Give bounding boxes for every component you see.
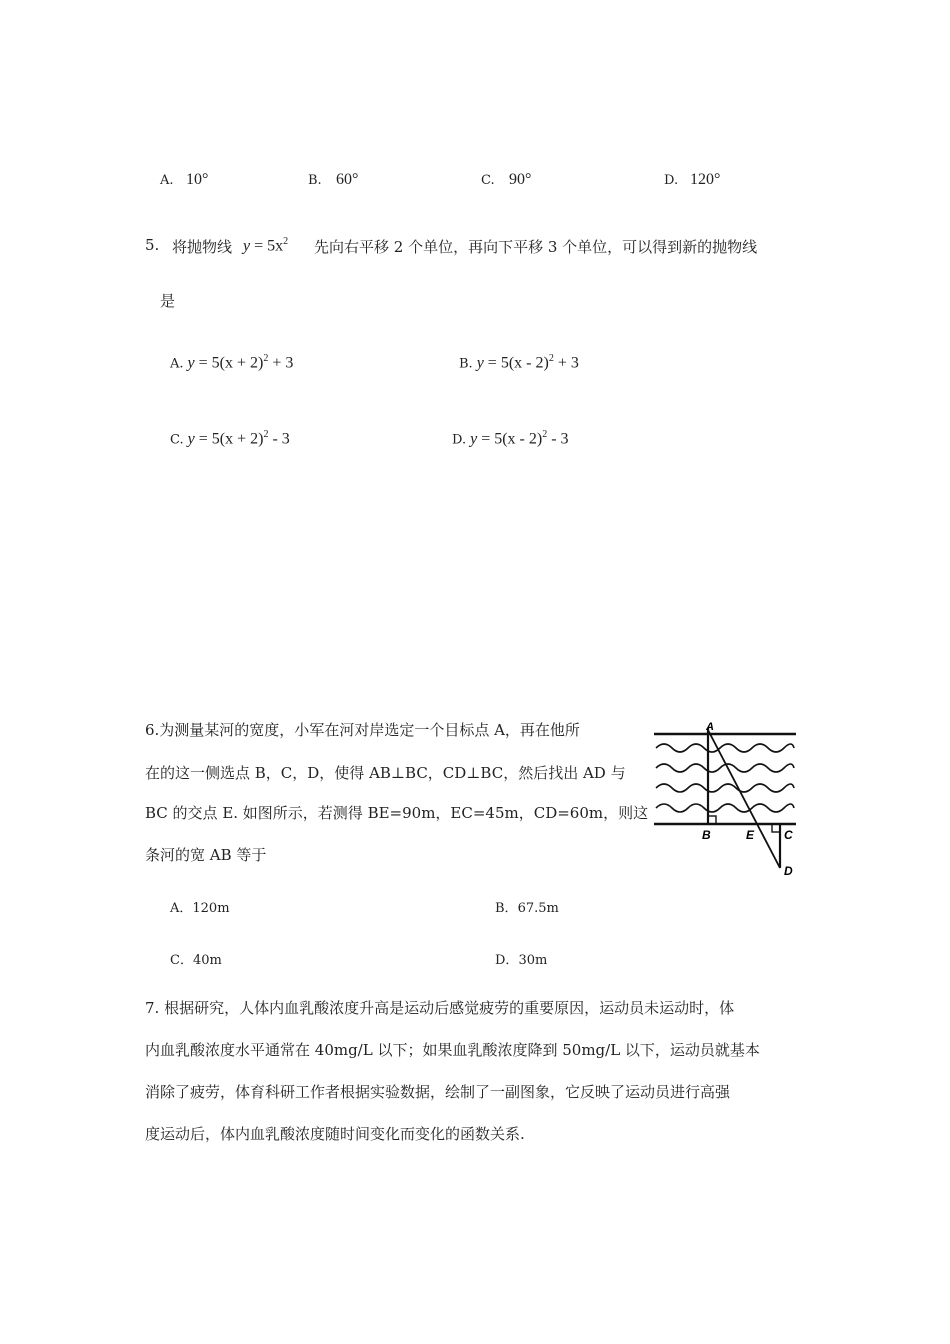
q5-option-c-label: C.	[170, 432, 184, 448]
q4-option-d-value: 120°	[690, 171, 721, 188]
q5-option-d	[452, 429, 569, 448]
q5-option-d-exp: 2	[542, 429, 548, 440]
q6-option-b	[495, 897, 559, 916]
q4-option-d-label: D.	[664, 173, 679, 188]
q4-option-a-label: A.	[160, 173, 174, 188]
q7-line-3: 消除了疲劳，体育科研工作者根据实验数据，绘制了一副图象，它反映了运动员进行高强	[145, 1083, 731, 1101]
q5-formula-lhs: y	[243, 237, 251, 255]
q4-option-c-label: C.	[481, 173, 495, 188]
q7-line-4: 度运动后，体内血乳酸浓度随时间变化而变化的函数关系.	[145, 1125, 525, 1143]
q5-formula	[243, 236, 288, 255]
q6-option-a	[170, 897, 230, 916]
label-a: A	[706, 721, 714, 733]
q6-option-d-label: D．	[495, 953, 519, 968]
q6-option-c-value: 40m	[192, 953, 222, 968]
q5-option-d-label: D.	[452, 432, 467, 448]
q4-option-b-value: 60°	[336, 171, 359, 188]
q6-option-b-label: B．	[495, 901, 518, 916]
q6-line-3: BC 的交点 E. 如图所示，若测得 BE=90m，EC=45m，CD=60m，则这	[145, 804, 649, 822]
q5-option-c-body: = 5(x + 2)	[198, 430, 264, 448]
q5-option-a-exp: 2	[263, 353, 269, 364]
q5-option-d-body: = 5(x - 2)	[481, 430, 543, 448]
q6-option-c	[170, 949, 222, 968]
q6-option-b-value: 67.5m	[517, 901, 559, 916]
q5-option-c-tail: - 3	[272, 430, 290, 448]
q4-option-c-value: 90°	[509, 171, 532, 188]
q5-option-d-y: y	[470, 430, 478, 448]
q6-line-4: 条河的宽 AB 等于	[145, 846, 267, 864]
q5-formula-exp: 2	[283, 236, 289, 247]
label-e: E	[746, 828, 755, 842]
q6-option-a-value: 120m	[192, 901, 230, 916]
q5-option-a-y: y	[187, 354, 195, 372]
q5-option-b-exp: 2	[548, 353, 554, 364]
q5-option-c	[170, 429, 290, 448]
q5-option-b-label: B.	[459, 356, 473, 372]
q6-option-c-label: C．	[170, 953, 193, 968]
q5-text-line2: 是	[160, 292, 176, 310]
q5-option-b-tail: + 3	[557, 354, 579, 372]
q5-option-b	[459, 353, 579, 372]
label-d: D	[784, 864, 793, 878]
segment-ad	[708, 730, 780, 868]
label-b: B	[702, 828, 711, 842]
label-c: C	[784, 828, 793, 842]
q6-option-d-value: 30m	[518, 953, 548, 968]
q5-option-c-exp: 2	[263, 429, 269, 440]
q6-option-d	[495, 949, 547, 968]
q5-option-a-label: A.	[170, 356, 184, 372]
q5-text-after: 先向右平移 2 个单位，再向下平移 3 个单位，可以得到新的抛物线	[314, 238, 758, 256]
q5-formula-rhs: = 5x	[254, 237, 284, 255]
q5-number: 5.	[145, 236, 160, 254]
q5-option-a-tail: + 3	[272, 354, 294, 372]
q6-option-a-label: A．	[170, 901, 193, 916]
q5-text-before: 将抛物线	[172, 238, 233, 256]
q5-option-d-tail: - 3	[551, 430, 569, 448]
q5-option-a	[170, 353, 293, 372]
q6-line-1: 6.为测量某河的宽度，小军在河对岸选定一个目标点 A，再在他所	[145, 721, 580, 739]
q5-option-b-y: y	[476, 354, 484, 372]
q6-line-2: 在的这一侧选点 B，C，D，使得 AB⊥BC，CD⊥BC，然后找出 AD 与	[145, 764, 626, 782]
q7-line-2: 内血乳酸浓度水平通常在 40mg/L 以下；如果血乳酸浓度降到 50mg/L 以下，运动员就基本	[145, 1041, 760, 1059]
q7-line-1: 7. 根据研究，人体内血乳酸浓度升高是运动后感觉疲劳的重要原因，运动员未运动时，体	[145, 999, 735, 1017]
q4-option-a-value: 10°	[186, 171, 209, 188]
river-figure	[650, 718, 800, 880]
q5-option-b-body: = 5(x - 2)	[487, 354, 549, 372]
q4-option-b-label: B.	[308, 173, 322, 188]
river-waves	[656, 744, 794, 812]
q5-option-c-y: y	[187, 430, 195, 448]
q5-option-a-body: = 5(x + 2)	[198, 354, 264, 372]
